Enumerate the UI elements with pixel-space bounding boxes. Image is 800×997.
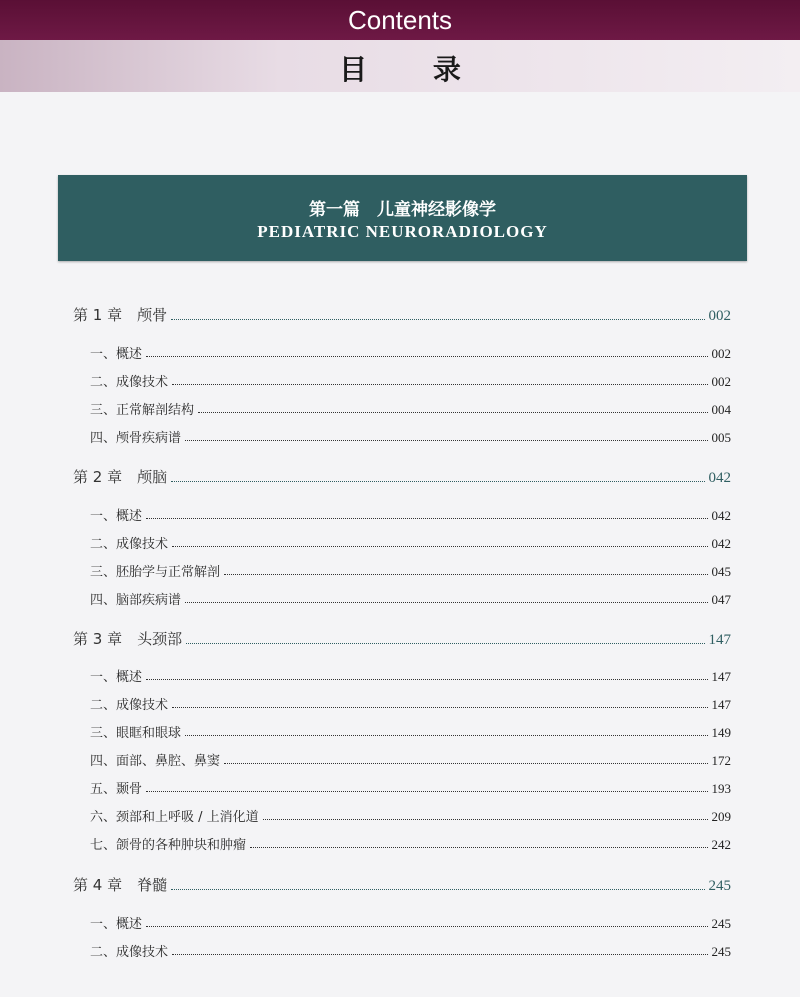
toc-section[interactable] (90, 941, 731, 960)
section-label: 五、颞骨 (90, 782, 143, 797)
toc-section[interactable] (90, 371, 731, 390)
section-page: 149 (711, 725, 731, 740)
toc-section[interactable] (90, 343, 731, 362)
chapter-page: 147 (708, 632, 731, 648)
dot-leader (171, 888, 704, 890)
section-label: 三、眼眶和眼球 (90, 726, 182, 741)
section-page: 245 (711, 916, 731, 931)
chapter-label: 第 4 章 脊髓 (73, 876, 168, 894)
toc-section[interactable] (90, 750, 731, 769)
dot-leader (146, 678, 707, 680)
section-label: 三、胚胎学与正常解剖 (90, 565, 221, 580)
section-label: 一、概述 (90, 670, 143, 685)
section-label: 三、正常解剖结构 (90, 403, 195, 418)
toc-section[interactable] (90, 722, 731, 741)
section-page: 242 (711, 837, 731, 852)
dot-leader (146, 790, 707, 792)
section-page: 002 (711, 346, 731, 361)
dot-leader (146, 925, 707, 927)
toc-section[interactable] (90, 913, 731, 932)
dot-leader (224, 573, 707, 575)
toc-section[interactable] (90, 399, 731, 418)
toc-section[interactable] (90, 666, 731, 685)
chapter-page: 245 (708, 878, 731, 894)
contents-header-bar (0, 0, 800, 40)
section-page: 005 (711, 430, 731, 445)
toc-section[interactable] (90, 806, 731, 825)
section-label: 二、成像技术 (90, 375, 169, 390)
dot-leader (172, 953, 707, 955)
part-title-en: PEDIATRIC NEURORADIOLOGY (257, 222, 548, 241)
section-page: 147 (711, 669, 731, 684)
toc-chapter-3[interactable] (73, 628, 731, 649)
section-page: 245 (711, 944, 731, 959)
section-page: 002 (711, 374, 731, 389)
toc-section[interactable] (90, 427, 731, 446)
dot-leader (198, 411, 707, 413)
part-title-zh: 第一篇 儿童神经影像学 (309, 200, 496, 220)
section-page: 147 (711, 697, 731, 712)
dot-leader (146, 517, 707, 519)
part-banner (58, 175, 747, 261)
section-page: 193 (711, 781, 731, 796)
toc-chapter-4[interactable] (73, 874, 731, 895)
chapter-label: 第 1 章 颅骨 (73, 306, 168, 324)
section-label: 六、颈部和上呼吸 / 上消化道 (90, 810, 259, 825)
section-label: 二、成像技术 (90, 698, 169, 713)
toc-section[interactable] (90, 694, 731, 713)
dot-leader (171, 480, 704, 482)
dot-leader (172, 545, 707, 547)
dot-leader (186, 642, 704, 644)
section-label: 二、成像技术 (90, 945, 169, 960)
section-label: 四、颅骨疾病谱 (90, 431, 182, 446)
page-title: 目 录 (339, 53, 489, 86)
toc-section[interactable] (90, 533, 731, 552)
dot-leader (185, 439, 707, 441)
chapter-page: 002 (708, 308, 731, 324)
toc-section[interactable] (90, 834, 731, 853)
chapter-label: 第 3 章 头颈部 (73, 630, 183, 648)
dot-leader (171, 318, 704, 320)
title-band (0, 40, 800, 92)
toc-section[interactable] (90, 778, 731, 797)
section-page: 042 (711, 508, 731, 523)
toc-chapter-1[interactable] (73, 304, 731, 325)
toc-section[interactable] (90, 561, 731, 580)
dot-leader (263, 818, 708, 820)
section-label: 一、概述 (90, 509, 143, 524)
dot-leader (146, 355, 707, 357)
section-label: 四、脑部疾病谱 (90, 593, 182, 608)
section-page: 047 (711, 592, 731, 607)
dot-leader (250, 846, 707, 848)
contents-heading: Contents (347, 5, 453, 35)
section-label: 一、概述 (90, 917, 143, 932)
section-label: 七、颌骨的各种肿块和肿瘤 (90, 838, 247, 853)
section-page: 042 (711, 536, 731, 551)
toc-chapter-2[interactable] (73, 466, 731, 487)
section-label: 二、成像技术 (90, 537, 169, 552)
dot-leader (185, 734, 707, 736)
toc-section[interactable] (90, 505, 731, 524)
dot-leader (185, 601, 707, 603)
section-label: 四、面部、鼻腔、鼻窦 (90, 754, 221, 769)
dot-leader (172, 383, 707, 385)
chapter-label: 第 2 章 颅脑 (73, 468, 168, 486)
section-page: 209 (711, 809, 731, 824)
chapter-page: 042 (708, 470, 731, 486)
dot-leader (172, 706, 707, 708)
dot-leader (224, 762, 707, 764)
section-label: 一、概述 (90, 347, 143, 362)
section-page: 004 (711, 402, 731, 417)
section-page: 172 (711, 753, 731, 768)
toc-section[interactable] (90, 589, 731, 608)
section-page: 045 (711, 564, 731, 579)
